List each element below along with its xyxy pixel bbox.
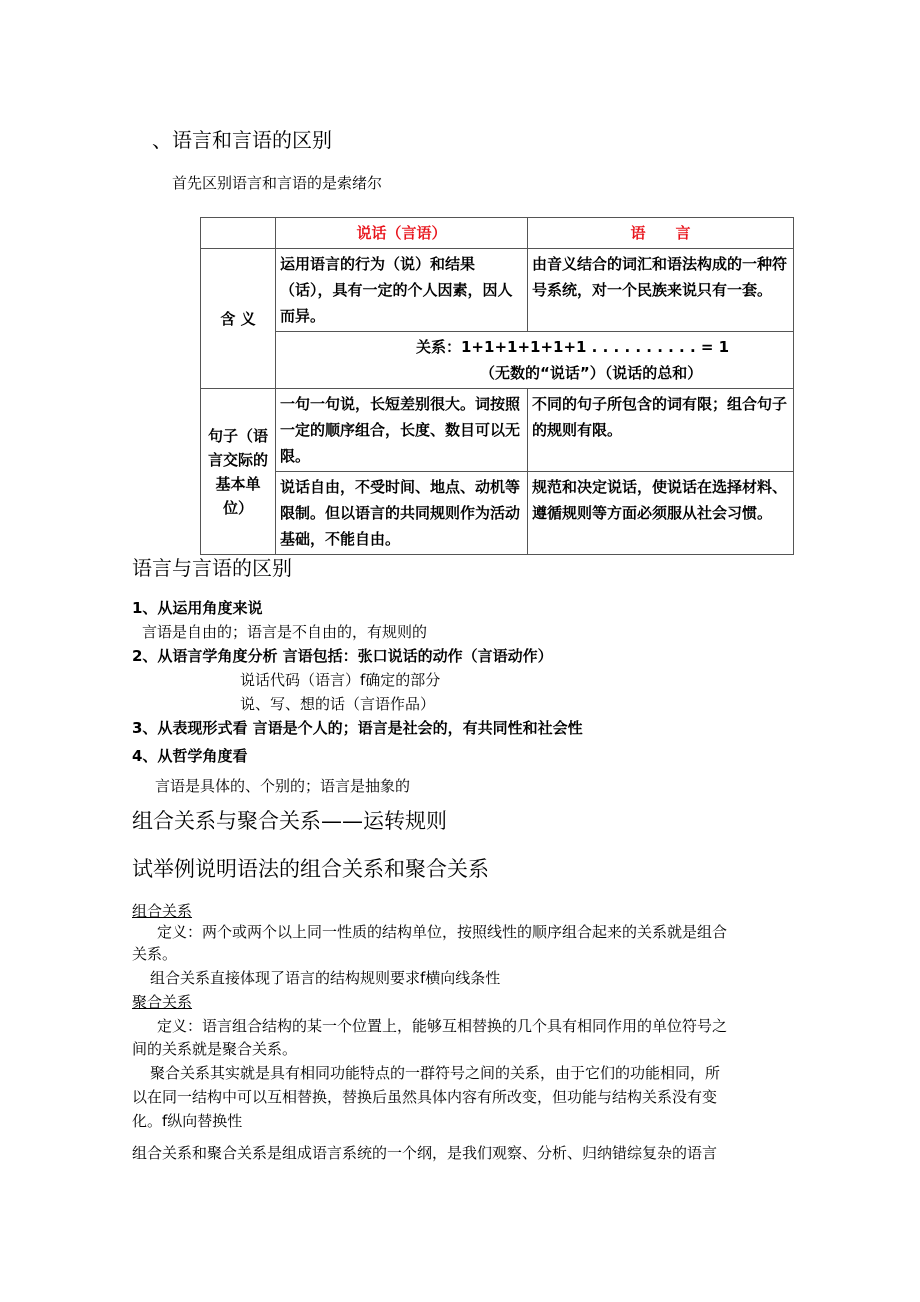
- heading-paradigm: 聚合关系: [132, 993, 193, 1011]
- cell-sentence-language-1: 不同的句子所包含的词有限；组合句子的规则有限。: [528, 389, 794, 472]
- combination-definition-2: 关系。: [132, 945, 178, 963]
- cell-meaning-speech: 运用语言的行为（说）和结果（话），具有一定的个人因素，因人而异。: [276, 249, 528, 332]
- cell-relation: [276, 332, 794, 389]
- table-row: [201, 472, 794, 555]
- cell-meaning-language: 由音义结合的词汇和语法构成的一种符号系统，对一个民族来说只有一套。: [528, 249, 794, 332]
- header-speech: 说话（言语）: [276, 218, 528, 249]
- list-item-3: 3、从表现形式看 言语是个人的；语言是社会的，有共同性和社会性: [132, 719, 583, 737]
- intro-text: 首先区别语言和言语的是索绪尔: [172, 174, 383, 192]
- combination-note: 组合关系直接体现了语言的结构规则要求f横向线条性: [150, 969, 501, 987]
- section-title-1: 、语言和言语的区别: [152, 128, 332, 152]
- list-item-2-sub-1: 说话代码（语言）f确定的部分: [240, 671, 441, 689]
- list-item-1-detail: 言语是自由的；语言是不自由的，有规则的: [142, 623, 428, 641]
- combination-definition-1: 定义：两个或两个以上同一性质的结构单位，按照线性的顺序组合起来的关系就是组合: [157, 923, 728, 941]
- paradigm-definition-1: 定义：语言组合结构的某一个位置上，能够互相替换的几个具有相同作用的单位符号之: [157, 1017, 728, 1035]
- list-item-4: 4、从哲学角度看: [132, 747, 248, 765]
- summary-text: 组合关系和聚合关系是组成语言系统的一个纲，是我们观察、分析、归纳错综复杂的语言: [132, 1144, 718, 1162]
- comparison-table: [200, 217, 794, 555]
- header-language: 语 言: [528, 218, 794, 249]
- list-item-1: 1、从运用角度来说: [132, 599, 263, 617]
- section-title-4: 试举例说明语法的组合关系和聚合关系: [132, 857, 489, 881]
- relation-line-1: 关系：1+1+1+1+1+1 . . . . . . . . . . = 1: [416, 338, 730, 356]
- paradigm-note-1: 聚合关系其实就是具有相同功能特点的一群符号之间的关系，由于它们的功能相同，所: [150, 1064, 721, 1082]
- cell-sentence-speech-1: 一句一句说，长短差别很大。词按照一定的顺序组合，长度、数目可以无限。: [276, 389, 528, 472]
- cell-sentence-speech-2: 说话自由，不受时间、地点、动机等限制。但以语言的共同规则作为活动基础，不能自由。: [276, 472, 528, 555]
- section-title-3: 组合关系与聚合关系——运转规则: [132, 809, 447, 833]
- section-title-2: 语言与言语的区别: [132, 556, 292, 580]
- table-header-row: [201, 218, 794, 249]
- row-label-meaning: 含 义: [201, 249, 276, 389]
- list-item-2-sub-2: 说、写、想的话（言语作品）: [240, 695, 436, 713]
- paradigm-definition-2: 间的关系就是聚合关系。: [132, 1040, 298, 1058]
- table-row: [201, 389, 794, 472]
- row-label-sentence: 句子（语言交际的基本单位）: [201, 389, 276, 555]
- paradigm-note-3: 化。f纵向替换性: [132, 1112, 243, 1130]
- relation-line-2: （无数的“说话”）（说话的总和）: [480, 364, 703, 382]
- table-row: [201, 332, 794, 389]
- paradigm-note-2: 以在同一结构中可以互相替换，替换后虽然具体内容有所改变，但功能与结构关系没有变: [132, 1088, 718, 1106]
- heading-combination: 组合关系: [132, 902, 193, 920]
- header-empty-cell: [201, 218, 276, 249]
- list-item-4-detail: 言语是具体的、个别的；语言是抽象的: [155, 777, 411, 795]
- cell-sentence-language-2: 规范和决定说话，使说话在选择材料、遵循规则等方面必须服从社会习惯。: [528, 472, 794, 555]
- table-row: [201, 249, 794, 332]
- list-item-2: 2、从语言学角度分析 言语包括：张口说话的动作（言语动作）: [132, 647, 553, 665]
